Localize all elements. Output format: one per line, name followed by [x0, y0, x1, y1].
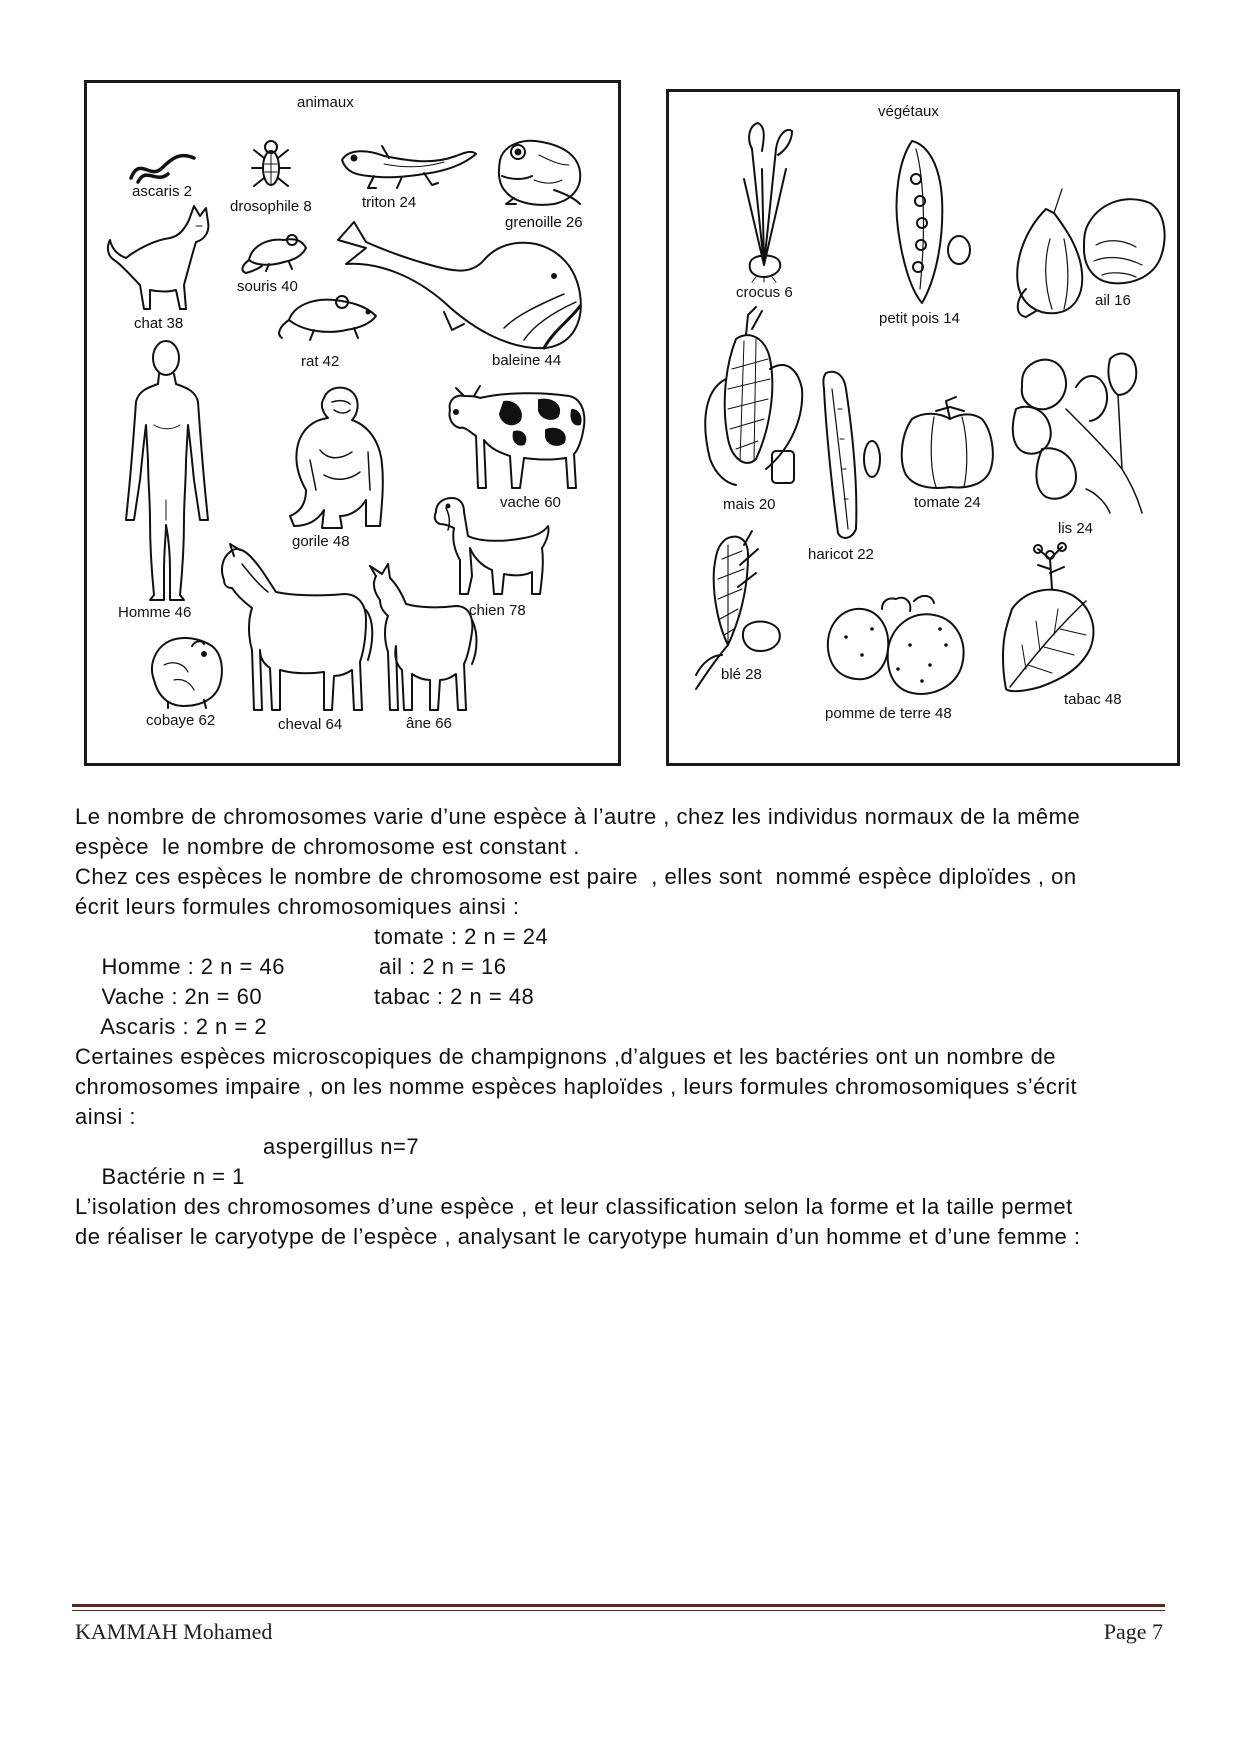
haploid-line: chromosomes impaire , on les nomme espèces haploïdes , leurs formules chromosomiques s’écrit	[75, 1074, 1078, 1099]
label-gorile: gorile 48	[292, 533, 350, 550]
homme-illustration	[126, 341, 208, 600]
label-souris: souris 40	[237, 278, 298, 295]
cobaye-illustration	[152, 638, 222, 708]
haploid-formula-row	[75, 1132, 1081, 1189]
animals-figure	[84, 80, 621, 766]
petit-pois-illustration	[897, 141, 970, 303]
horse-illustration	[222, 544, 372, 710]
label-lis: lis 24	[1058, 520, 1094, 537]
frog-illustration	[499, 141, 580, 205]
formula-right: tomate : 2 n = 24	[374, 924, 549, 949]
plants-illustrations	[666, 89, 1180, 766]
karyotype-line: L’isolation des chromosomes d’une espèce , et leur classification selon la forme et la taille permet	[75, 1194, 1073, 1219]
label-pomme-de-terre: pomme de terre 48	[825, 705, 952, 722]
formula-bacterie: Bactérie n = 1	[101, 1164, 245, 1189]
label-tabac: tabac 48	[1064, 691, 1122, 708]
footer-author: KAMMAH Mohamed	[75, 1619, 273, 1644]
tabac-illustration	[1003, 543, 1093, 691]
formula-right: ail : 2 n = 16	[379, 954, 507, 979]
label-ane: âne 66	[406, 715, 452, 732]
dog-illustration	[435, 498, 549, 594]
diploid-line: écrit leurs formules chromosomiques ainsi :	[75, 894, 520, 919]
ail-illustration	[1017, 189, 1164, 317]
diploid-line: Chez ces espèces le nombre de chromosome est paire , elles sont nommé espèce diploïdes , on	[75, 864, 1077, 889]
label-triton: triton 24	[362, 194, 417, 211]
label-petit-pois: petit pois 14	[879, 310, 960, 327]
rat-illustration	[279, 296, 376, 340]
karyotype-line: de réaliser le caryotype de l’espèce , analysant le caryotype humain d’un homme et d’une femme :	[75, 1224, 1081, 1249]
mais-illustration	[705, 307, 802, 485]
label-grenoille: grenoille 26	[505, 214, 583, 231]
label-baleine: baleine 44	[492, 352, 562, 369]
formula-aspergillus: aspergillus n=7	[263, 1134, 420, 1159]
whale-illustration	[338, 222, 581, 348]
label-ble: blé 28	[721, 666, 762, 683]
formula-right: tabac : 2 n = 48	[374, 984, 535, 1009]
gorilla-illustration	[290, 388, 383, 528]
souris-illustration	[242, 235, 306, 273]
drosophila-illustration	[252, 141, 290, 186]
body-text	[75, 802, 1081, 1252]
cow-illustration	[449, 386, 584, 488]
formula-left: Ascaris : 2 n = 2	[100, 1014, 268, 1039]
formula-row	[75, 982, 1081, 1039]
label-drosophile: drosophile 8	[230, 198, 312, 215]
plants-title: végétaux	[878, 103, 939, 120]
label-cheval: cheval 64	[278, 716, 343, 733]
lis-illustration	[1013, 354, 1142, 513]
animals-title: animaux	[297, 94, 354, 111]
triton-illustration	[342, 146, 476, 188]
label-tomate: tomate 24	[914, 494, 981, 511]
label-vache: vache 60	[500, 494, 561, 511]
plants-figure	[666, 89, 1180, 766]
label-haricot: haricot 22	[808, 546, 874, 563]
cat-illustration	[108, 206, 208, 309]
label-ascaris: ascaris 2	[132, 183, 193, 200]
label-cobaye: cobaye 62	[146, 712, 216, 729]
label-ail: ail 16	[1095, 292, 1131, 309]
haploid-line: ainsi :	[75, 1104, 136, 1129]
footer-rule-thin	[72, 1610, 1165, 1611]
formula-left: Homme : 2 n = 46	[101, 954, 285, 979]
haploid-line: Certaines espèces microscopiques de champignons ,d’algues et les bactéries ont un nombre de	[75, 1044, 1057, 1069]
label-mais: mais 20	[723, 496, 776, 513]
formula-left: Vache : 2n = 60	[101, 984, 263, 1009]
label-rat: rat 42	[301, 353, 340, 370]
label-chat: chat 38	[134, 315, 184, 332]
crocus-illustration	[744, 123, 792, 282]
footer-rule	[72, 1604, 1165, 1607]
tomate-illustration	[902, 397, 993, 488]
haricot-illustration	[823, 372, 880, 538]
page-number: Page 7	[1103, 1619, 1163, 1644]
intro-line: espèce le nombre de chromosome est constant .	[75, 834, 580, 859]
label-homme: Homme 46	[118, 604, 192, 621]
pomme-de-terre-illustration	[828, 596, 964, 694]
label-chien: chien 78	[469, 602, 526, 619]
label-crocus: crocus 6	[736, 284, 793, 301]
intro-line: Le nombre de chromosomes varie d’une espèce à l’autre , chez les individus normaux de la même	[75, 804, 1081, 829]
ascaris-illustration	[131, 156, 194, 182]
